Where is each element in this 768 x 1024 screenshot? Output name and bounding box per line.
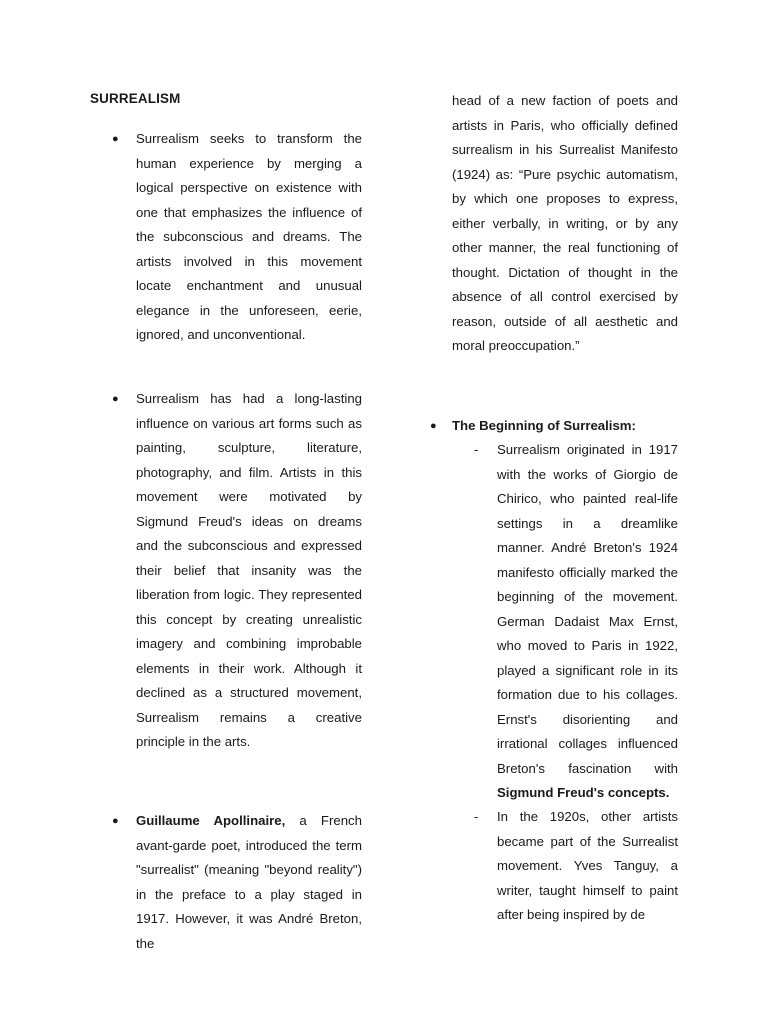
section-heading: The Beginning of Surrealism: <box>452 418 636 433</box>
dash-text-body: Surrealism originated in 1917 with the works of Giorgio de Chirico, who painted real-life settings in a dreamlike manner. André Breton's 1924 manifesto officially marked the beginning of the movement. German Dadaist Max Ernst, who moved to Paris in 1922, played a significant role in its formation due to his collages. Ernst's disorienting and irrational collages influenced Breton's fascination with <box>497 442 678 776</box>
bold-tail: Sigmund Freud's concepts. <box>497 785 670 800</box>
document-title: SURREALISM <box>90 91 181 106</box>
bullet-icon: ● <box>112 393 119 405</box>
dash-text: In the 1920s, other artists became part of the Surrealist movement. Yves Tanguy, a writer, taught himself to paint after being inspired by de <box>497 809 678 922</box>
bold-lead: Guillaume Apollinaire, <box>136 813 286 828</box>
dash-list-item <box>452 438 678 806</box>
dash-icon: - <box>474 442 479 457</box>
continuation-paragraph: head of a new faction of poets and artists in Paris, who officially defined surrealism in his Surrealist Manifesto (1924) as: “Pure psychic automatism, by which one proposes to express, either verbally, in writing, or by any other manner, the real functioning of thought. Dictation of thought in the absence of all control exercised by reason, outside of all aesthetic and moral preoccupation.” <box>452 93 678 353</box>
dash-icon: - <box>474 809 479 824</box>
bullet-item <box>90 127 362 348</box>
bullet-text <box>136 809 362 956</box>
bullet-icon: ● <box>112 815 119 827</box>
bullet-item <box>90 809 362 956</box>
dash-text <box>497 438 678 806</box>
bullet-text: Surrealism seeks to transform the human experience by merging a logical perspective on existence with one that emphasizes the influence of the subconscious and dreams. The artists involved in this movement locate enchantment and unusual elegance in the unforeseen, eerie, ignored, and unconventional. <box>136 131 362 342</box>
bullet-item <box>90 387 362 755</box>
bullet-text: Surrealism has had a long-lasting influence on various art forms such as painting, sculpture, literature, photography, and film. Artists in this movement were motivated by Sigmund Freud's ideas on dreams and the subconscious and expressed their belief that insanity was the liberation from logic. They represented this concept by creating unrealistic imagery and combining improbable elements in their work. Although it declined as a structured movement, Surrealism remains a creative principle in the arts. <box>136 391 362 749</box>
bullet-icon: ● <box>112 133 119 145</box>
dash-list-item <box>452 805 678 928</box>
section-heading-item <box>420 414 678 439</box>
bullet-icon: ● <box>430 420 437 432</box>
bullet-text-rest: a French avant-garde poet, introduced the term "surrealist" (meaning "beyond reality") in the preface to a play staged in 1917. However, it was André Breton, the <box>136 813 362 951</box>
